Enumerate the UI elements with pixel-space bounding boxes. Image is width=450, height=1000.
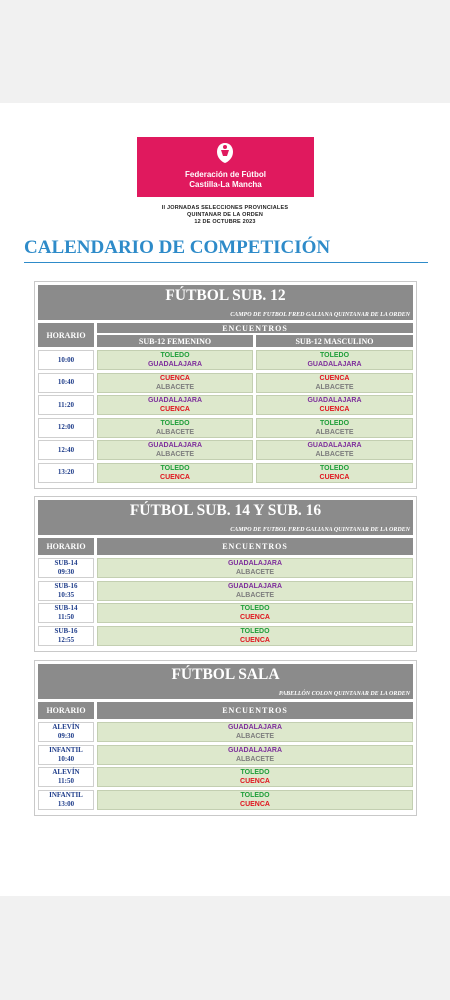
time-text: 11:20 <box>58 400 74 409</box>
federation-logo <box>137 137 314 197</box>
horario-header: HORARIO <box>38 702 94 719</box>
away-team: ALBACETE <box>235 755 275 763</box>
event-line-2: QUINTANAR DE LA ORDEN <box>186 212 263 218</box>
match-femenino <box>97 350 253 370</box>
time-text: 12:00 <box>57 423 75 431</box>
home-team: TOLEDO <box>160 464 190 472</box>
title-divider <box>24 262 428 263</box>
home-team: CUENCA <box>160 374 190 382</box>
venue-label: PABELLÓN COLON QUINTANAR DE LA ORDEN <box>278 691 410 697</box>
time-text: 11:50 <box>58 777 74 785</box>
away-team: ALBACETE <box>235 569 275 576</box>
away-team: CUENCA <box>240 800 270 808</box>
away-team: GUADALAJARA <box>307 361 362 368</box>
match-femenino <box>97 440 253 460</box>
home-team: TOLEDO <box>319 464 350 472</box>
home-team: GUADALAJARA <box>147 442 203 449</box>
away-team: CUENCA <box>319 473 350 481</box>
horario-header: HORARIO <box>38 538 94 555</box>
time-text: 10:40 <box>57 378 75 386</box>
block-header <box>38 500 413 535</box>
encuentros-header: ENCUENTROS <box>97 702 413 719</box>
match-cell <box>97 558 413 578</box>
match-masculino <box>256 350 413 370</box>
home-team: GUADALAJARA <box>307 442 362 449</box>
block-title: FÚTBOL SUB. 12 <box>165 287 286 304</box>
block-title: FÚTBOL SALA <box>171 666 280 683</box>
away-team: CUENCA <box>240 636 270 644</box>
away-team: ALBACETE <box>315 383 354 391</box>
time-text: 13:20 <box>57 468 75 476</box>
match-cell <box>97 581 413 601</box>
match-cell <box>97 603 413 623</box>
time-text: SUB-16 <box>54 581 78 590</box>
away-team: ALBACETE <box>155 428 195 436</box>
match-masculino <box>256 440 413 460</box>
venue-label: CAMPO DE FUTBOL FRED GALIANA QUINTANAR DE LA ORDEN <box>230 527 410 533</box>
time-text: 11:50 <box>58 613 74 621</box>
away-team: ALBACETE <box>315 451 354 458</box>
match-cell <box>97 767 413 787</box>
home-team: TOLEDO <box>319 352 350 359</box>
event-line-1: II JORNADAS SELECCIONES PROVINCIALES <box>161 205 289 211</box>
match-femenino <box>97 418 253 438</box>
match-cell <box>97 722 413 742</box>
away-team: CUENCA <box>240 614 270 621</box>
match-time-cell <box>38 722 94 742</box>
match-cell <box>97 745 413 765</box>
match-cell <box>97 626 413 646</box>
block-header <box>38 285 413 320</box>
home-team: TOLEDO <box>240 769 270 776</box>
encuentros-header: ENCUENTROS <box>97 323 413 333</box>
away-team: CUENCA <box>160 406 190 413</box>
time-text: INFANTIL <box>49 790 83 799</box>
away-team: CUENCA <box>319 406 350 413</box>
home-team: TOLEDO <box>240 627 270 635</box>
block-title: FÚTBOL SUB. 14 Y SUB. 16 <box>129 502 322 519</box>
time-text: INFANTIL <box>49 745 83 754</box>
away-team: GUADALAJARA <box>147 361 203 368</box>
match-time-cell <box>38 626 94 646</box>
col-femenino-header: SUB-12 FEMENINO <box>97 335 253 347</box>
time-text: 10:40 <box>57 754 75 763</box>
match-time-cell <box>38 373 94 393</box>
match-femenino <box>97 463 253 483</box>
col-masculino-header: SUB-12 MASCULINO <box>256 335 413 347</box>
match-time-cell <box>38 418 94 438</box>
home-team: CUENCA <box>319 374 350 382</box>
match-masculino <box>256 395 413 415</box>
time-text: 13:00 <box>57 799 75 808</box>
time-text: SUB-16 <box>54 626 78 635</box>
home-team: TOLEDO <box>319 419 350 427</box>
block-futbol-sub12 <box>34 281 417 489</box>
match-time-cell <box>38 463 94 483</box>
horario-header: HORARIO <box>38 323 94 347</box>
match-time-cell <box>38 395 94 415</box>
match-cell <box>97 790 413 810</box>
logo-line-2: Castilla-La Mancha <box>189 180 262 189</box>
time-text: SUB-14 <box>54 604 78 612</box>
match-time-cell <box>38 440 94 460</box>
away-team: ALBACETE <box>155 451 195 458</box>
venue-label: CAMPO DE FUTBOL FRED GALIANA QUINTANAR DE LA ORDEN <box>230 312 410 318</box>
block-header <box>38 664 413 699</box>
time-text: SUB-14 <box>54 559 78 567</box>
away-team: ALBACETE <box>235 733 275 740</box>
time-text: 09:30 <box>57 732 75 740</box>
match-masculino <box>256 373 413 393</box>
home-team: GUADALAJARA <box>227 746 283 754</box>
match-time-cell <box>38 581 94 601</box>
match-masculino <box>256 418 413 438</box>
away-team: CUENCA <box>160 473 190 481</box>
away-team: ALBACETE <box>315 428 354 436</box>
time-text: ALEVÍN <box>52 723 80 731</box>
home-team: GUADALAJARA <box>227 560 283 567</box>
home-team: TOLEDO <box>240 605 270 612</box>
home-team: GUADALAJARA <box>307 397 362 404</box>
page-title: CALENDARIO DE COMPETICIÓN <box>24 237 331 258</box>
match-time-cell <box>38 790 94 810</box>
block-futbol-sala <box>34 660 417 816</box>
event-date: 12 DE OCTUBRE 2023 <box>194 219 256 225</box>
time-text: 09:30 <box>57 568 75 576</box>
home-team: TOLEDO <box>240 791 270 799</box>
match-femenino <box>97 395 253 415</box>
time-text: 12:40 <box>57 445 75 454</box>
away-team: ALBACETE <box>235 591 275 599</box>
match-time-cell <box>38 603 94 623</box>
match-femenino <box>97 373 253 393</box>
logo-line-1: Federación de Fútbol <box>185 170 266 179</box>
time-text: 10:35 <box>57 590 75 599</box>
match-masculino <box>256 463 413 483</box>
home-team: GUADALAJARA <box>227 724 283 731</box>
home-team: GUADALAJARA <box>227 582 283 590</box>
match-time-cell <box>38 745 94 765</box>
match-time-cell <box>38 558 94 578</box>
time-text: ALEVÍN <box>52 768 80 776</box>
document-page <box>0 103 450 896</box>
block-futbol-sub14-sub16 <box>34 496 417 652</box>
time-text: 10:00 <box>57 355 75 364</box>
home-team: GUADALAJARA <box>147 397 203 404</box>
match-time-cell <box>38 767 94 787</box>
home-team: TOLEDO <box>160 352 190 359</box>
federation-crest-icon <box>213 141 237 165</box>
match-time-cell <box>38 350 94 370</box>
time-text: 12:55 <box>57 635 75 644</box>
away-team: ALBACETE <box>155 383 195 391</box>
away-team: CUENCA <box>240 778 270 785</box>
home-team: TOLEDO <box>160 419 190 427</box>
encuentros-header: ENCUENTROS <box>97 538 413 555</box>
